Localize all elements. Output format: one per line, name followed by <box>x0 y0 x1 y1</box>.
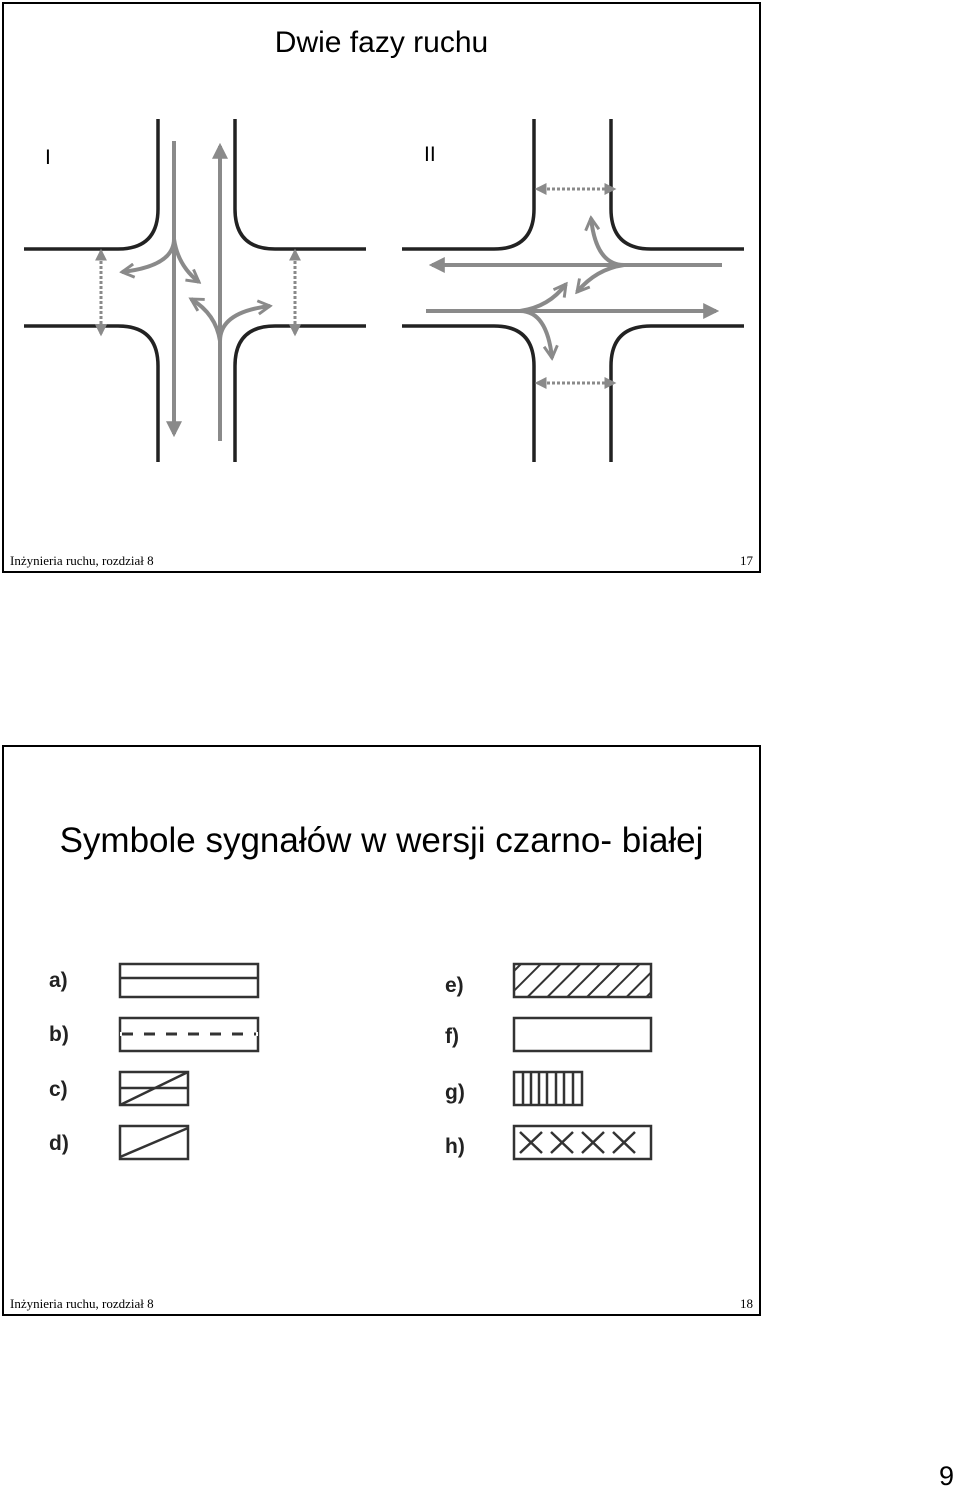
slide-footer: Inżynieria ruchu, rozdział 8 <box>10 1296 154 1311</box>
page-number: 9 <box>938 1461 954 1491</box>
symbol-label-f: f) <box>445 1025 459 1048</box>
symbol-b-dashed-line <box>120 1018 258 1051</box>
phase-label-1: I <box>45 146 51 169</box>
symbol-label-b: b) <box>49 1023 69 1046</box>
slide-18 <box>2 745 761 1316</box>
traffic-phases-diagram <box>4 4 759 571</box>
slide-title: Symbole sygnałów w wersji czarno- białej <box>59 821 704 860</box>
symbol-c-diagonal-double <box>120 1072 188 1105</box>
symbol-label-d: d) <box>49 1132 69 1155</box>
symbol-label-c: c) <box>49 1078 68 1101</box>
symbol-label-a: a) <box>49 969 68 992</box>
symbol-label-h: h) <box>445 1135 465 1158</box>
intersection-2-edges <box>402 119 744 462</box>
slide-17 <box>2 2 761 573</box>
intersection-1-flows <box>122 141 270 441</box>
symbol-label-e: e) <box>445 974 464 997</box>
intersection-2-crossings <box>537 189 614 383</box>
symbol-h-crosses <box>514 1126 651 1159</box>
intersection-2-flows <box>426 218 722 358</box>
symbol-f-empty <box>514 1018 651 1051</box>
slide-footer: Inżynieria ruchu, rozdział 8 <box>10 553 154 568</box>
symbol-d-diagonal <box>120 1126 188 1159</box>
signal-symbols-figure <box>4 747 759 1314</box>
slide-number: 18 <box>740 1296 753 1311</box>
symbol-a-double-line <box>120 964 258 997</box>
phase-label-2: II <box>424 143 436 166</box>
slide-number: 17 <box>740 553 753 568</box>
symbol-e-hatched <box>514 964 651 997</box>
intersection-1-edges <box>24 119 366 462</box>
intersection-1-crossings <box>101 251 295 334</box>
slide-title: Dwie fazy ruchu <box>274 26 489 59</box>
symbol-label-g: g) <box>445 1081 465 1104</box>
symbol-g-vertical-stripes <box>514 1072 582 1105</box>
